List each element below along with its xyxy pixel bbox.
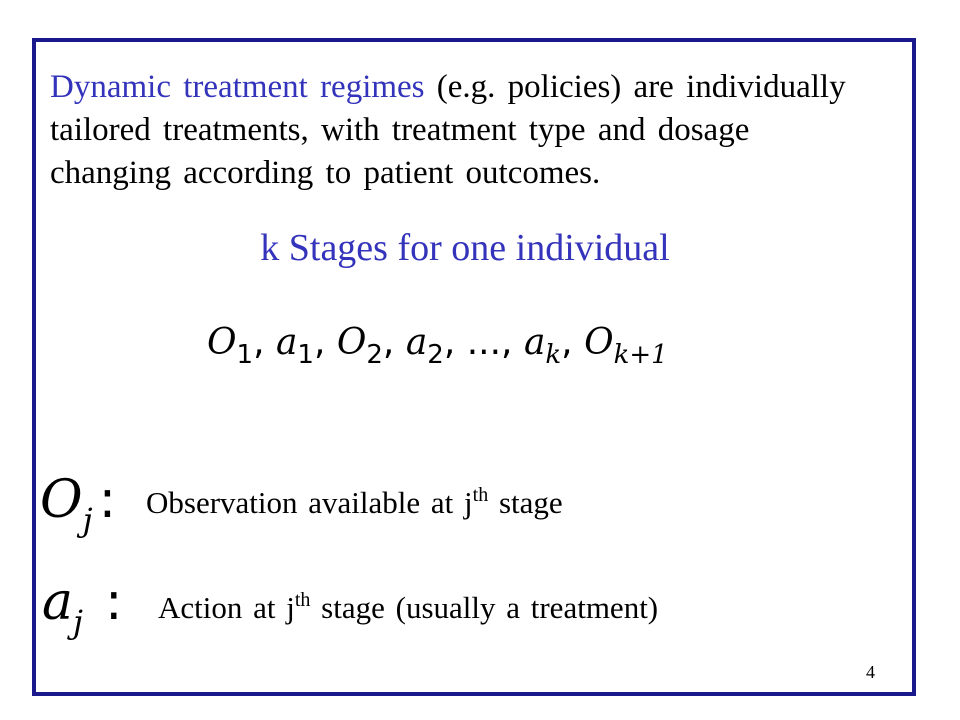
- action-text-after: stage (usually a treatment): [310, 590, 659, 625]
- seq-comma-2: ,: [313, 322, 337, 363]
- seq-a2-sub: 2: [427, 340, 444, 370]
- seq-o2-sub: 2: [366, 340, 383, 370]
- seq-a2: a: [405, 322, 428, 363]
- observation-symbol: [40, 470, 116, 539]
- seq-ak: a: [523, 322, 546, 363]
- observation-definition: [146, 485, 563, 521]
- action-text-before: Action at j: [158, 590, 295, 625]
- observation-sup: th: [472, 484, 489, 506]
- seq-ak-sub: k: [545, 340, 562, 370]
- action-symbol-letter: a: [42, 572, 74, 632]
- observation-symbol-letter: O: [40, 470, 83, 530]
- intro-paragraph: [50, 66, 870, 195]
- seq-a1-sub: 1: [297, 340, 314, 370]
- seq-a1: a: [275, 322, 298, 363]
- seq-comma-5: ,: [561, 322, 585, 363]
- action-sup: th: [294, 589, 311, 611]
- seq-o2: O: [336, 322, 367, 363]
- page-number: 4: [866, 662, 875, 682]
- seq-ok1-sub-text: k+1: [613, 340, 668, 370]
- action-symbol-sub: j: [73, 603, 83, 641]
- seq-comma-3: ,: [382, 322, 406, 363]
- action-colon: :: [104, 572, 123, 632]
- seq-comma-1: ,: [253, 322, 276, 363]
- seq-ok1: O: [584, 322, 614, 363]
- observation-text-before: Observation available at j: [146, 485, 473, 520]
- observation-colon: :: [98, 470, 117, 530]
- intro-rest: (e.g. policies) are individually tailored treatments, with treatment type and dosage changing according to patient outcomes.: [50, 69, 846, 191]
- seq-comma-4: ,: [443, 322, 467, 363]
- seq-o1-sub: 1: [236, 340, 254, 370]
- seq-dots: ...,: [466, 322, 524, 363]
- stages-title: k Stages for one individual: [260, 227, 670, 269]
- seq-ok1-sub: [614, 340, 668, 370]
- intro-highlight: Dynamic treatment regimes: [50, 69, 425, 105]
- action-symbol: [42, 572, 122, 641]
- stage-sequence: [207, 322, 668, 370]
- action-definition: [158, 590, 658, 626]
- seq-o1: O: [207, 322, 237, 363]
- observation-text-after: stage: [488, 485, 563, 520]
- observation-symbol-sub: j: [82, 501, 93, 539]
